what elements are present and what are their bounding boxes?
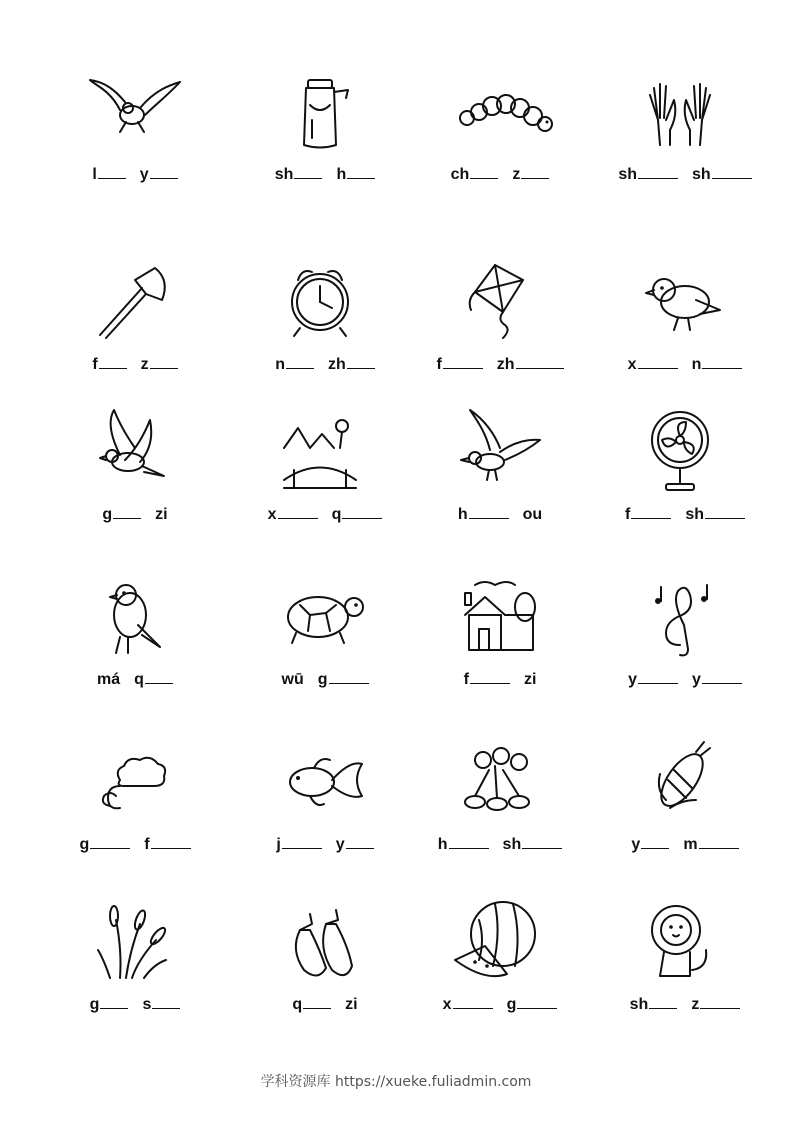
answer-blank[interactable]: [100, 1006, 128, 1009]
pinyin-initial: x: [627, 356, 637, 373]
eggplant-icon: [230, 890, 420, 990]
answer-blank[interactable]: [700, 1006, 740, 1009]
pinyin-initial: zi: [523, 671, 537, 688]
pinyin-initial: y: [631, 836, 641, 853]
hands-icon: [590, 60, 780, 160]
answer-blank[interactable]: [453, 1006, 493, 1009]
answer-blank[interactable]: [712, 176, 752, 179]
pinyin-prompt: [40, 996, 230, 1014]
pinyin-initial: x: [442, 996, 452, 1013]
pinyin-initial: sh: [692, 166, 711, 183]
pinyin-initial: f: [144, 836, 150, 853]
pinyin-prompt: [230, 356, 420, 374]
answer-blank[interactable]: [631, 516, 671, 519]
answer-blank[interactable]: [638, 681, 678, 684]
pinyin-prompt: [590, 356, 780, 374]
answer-blank[interactable]: [522, 846, 562, 849]
exercise-item: [40, 60, 230, 220]
exercise-item: [590, 250, 780, 410]
pinyin-initial: q: [331, 506, 342, 523]
pinyin-initial: g: [506, 996, 517, 1013]
pinyin-initial: f: [463, 671, 469, 688]
pinyin-initial: n: [275, 356, 285, 373]
pinyin-prompt: [405, 166, 595, 184]
exercise-item: [230, 60, 420, 220]
answer-blank[interactable]: [443, 366, 483, 369]
finch-icon: [40, 565, 230, 665]
exercise-item: [230, 400, 420, 560]
pinyin-initial: n: [691, 356, 702, 373]
answer-blank[interactable]: [342, 516, 382, 519]
exercise-item: [230, 565, 420, 725]
exercise-item: [40, 250, 230, 410]
answer-blank[interactable]: [699, 846, 739, 849]
lion-icon: [590, 890, 780, 990]
pinyin-prompt: [405, 836, 595, 854]
answer-blank[interactable]: [150, 366, 178, 369]
exercise-item: [40, 400, 230, 560]
exercise-item: [405, 890, 595, 1050]
answer-blank[interactable]: [641, 846, 669, 849]
answer-blank[interactable]: [469, 516, 509, 519]
answer-blank[interactable]: [150, 176, 178, 179]
answer-blank[interactable]: [294, 176, 322, 179]
answer-blank[interactable]: [329, 681, 369, 684]
pinyin-prompt: [590, 506, 780, 524]
exercise-item: [405, 250, 595, 410]
bridge-icon: [230, 400, 420, 500]
pinyin-initial: ch: [450, 166, 470, 183]
exercise-item: [405, 400, 595, 560]
exercise-item: [40, 565, 230, 725]
pinyin-initial: zi: [155, 506, 168, 523]
answer-blank[interactable]: [516, 366, 564, 369]
exercise-item: [590, 565, 780, 725]
answer-blank[interactable]: [705, 516, 745, 519]
watermelon-icon: [405, 890, 595, 990]
pinyin-initial: ou: [522, 506, 543, 523]
pinyin-initial: z: [512, 166, 521, 183]
answer-blank[interactable]: [113, 516, 141, 519]
pinyin-initial: g: [89, 996, 100, 1013]
exercise-item: [40, 890, 230, 1050]
exercise-item: [40, 730, 230, 890]
answer-blank[interactable]: [517, 1006, 557, 1009]
pinyin-initial: m: [683, 836, 698, 853]
pinyin-prompt: [590, 996, 780, 1014]
music-note-icon: [590, 565, 780, 665]
peanut-icon: [405, 730, 595, 830]
answer-blank[interactable]: [470, 681, 510, 684]
goldfish-icon: [230, 730, 420, 830]
pinyin-initial: q: [292, 996, 303, 1013]
answer-blank[interactable]: [282, 846, 322, 849]
pinyin-initial: má: [97, 671, 121, 688]
pinyin-prompt: [230, 671, 420, 689]
answer-blank[interactable]: [638, 366, 678, 369]
pinyin-initial: sh: [685, 506, 704, 523]
pinyin-initial: y: [692, 671, 701, 688]
exercise-item: [230, 890, 420, 1050]
answer-blank[interactable]: [90, 846, 130, 849]
answer-blank[interactable]: [286, 366, 314, 369]
alarm-clock-icon: [230, 250, 420, 350]
pinyin-initial: h: [437, 836, 448, 853]
pinyin-initial: sh: [629, 996, 649, 1013]
pinyin-initial: y: [139, 166, 149, 183]
pinyin-initial: zh: [328, 356, 346, 373]
pinyin-initial: l: [92, 166, 97, 183]
pinyin-initial: sh: [274, 166, 294, 183]
axe-icon: [40, 250, 230, 350]
pinyin-initial: h: [336, 166, 347, 183]
pinyin-initial: f: [92, 356, 98, 373]
exercise-item: [405, 60, 595, 220]
answer-blank[interactable]: [347, 176, 375, 179]
turtle-icon: [230, 565, 420, 665]
pinyin-prompt: [405, 506, 595, 524]
cloud-wind-icon: [40, 730, 230, 830]
answer-blank[interactable]: [702, 366, 742, 369]
exercise-item: [230, 730, 420, 890]
pinyin-initial: g: [102, 506, 113, 523]
thermos-icon: [230, 60, 420, 160]
answer-blank[interactable]: [702, 681, 742, 684]
pinyin-prompt: [40, 166, 230, 184]
pinyin-prompt: [40, 671, 230, 689]
answer-blank[interactable]: [470, 176, 498, 179]
pinyin-initial: z: [140, 356, 149, 373]
pinyin-initial: sh: [502, 836, 522, 853]
caterpillar-icon: [405, 60, 595, 160]
pinyin-prompt: [405, 356, 595, 374]
pinyin-prompt: [590, 166, 780, 184]
pinyin-initial: z: [691, 996, 700, 1013]
answer-blank[interactable]: [151, 846, 191, 849]
pinyin-initial: g: [317, 671, 328, 688]
fan-icon: [590, 400, 780, 500]
answer-blank[interactable]: [278, 516, 318, 519]
pinyin-prompt: [405, 996, 595, 1014]
answer-blank[interactable]: [99, 366, 127, 369]
rice-icon: [40, 890, 230, 990]
pinyin-prompt: [590, 671, 780, 689]
pinyin-prompt: [230, 996, 420, 1014]
pinyin-prompt: [405, 671, 595, 689]
pinyin-initial: s: [142, 996, 152, 1013]
pinyin-prompt: [40, 836, 230, 854]
seagull-icon: [405, 400, 595, 500]
pinyin-prompt: [230, 166, 420, 184]
exercise-item: [230, 250, 420, 410]
pinyin-initial: q: [134, 671, 144, 688]
answer-blank[interactable]: [303, 1006, 331, 1009]
exercise-item: [590, 890, 780, 1050]
pinyin-initial: h: [457, 506, 468, 523]
pinyin-initial: wū: [281, 671, 304, 688]
pinyin-initial: zh: [496, 356, 515, 373]
answer-blank[interactable]: [145, 681, 173, 684]
answer-blank[interactable]: [449, 846, 489, 849]
answer-blank[interactable]: [649, 1006, 677, 1009]
answer-blank[interactable]: [98, 176, 126, 179]
answer-blank[interactable]: [152, 1006, 180, 1009]
answer-blank[interactable]: [521, 176, 549, 179]
pinyin-initial: y: [628, 671, 637, 688]
pinyin-initial: j: [276, 836, 281, 853]
pinyin-prompt: [230, 506, 420, 524]
pinyin-initial: x: [267, 506, 277, 523]
pinyin-prompt: [590, 836, 780, 854]
exercise-item: [405, 565, 595, 725]
exercise-item: [590, 400, 780, 560]
corn-icon: [590, 730, 780, 830]
pinyin-initial: f: [625, 506, 631, 523]
source-footer: 学科资源库 https://xueke.fuliadmin.com: [260, 1074, 532, 1090]
exercise-item: [405, 730, 595, 890]
pinyin-initial: zi: [345, 996, 358, 1013]
answer-blank[interactable]: [347, 366, 375, 369]
pinyin-prompt: [40, 506, 230, 524]
answer-blank[interactable]: [638, 176, 678, 179]
kite-icon: [405, 250, 595, 350]
exercise-item: [590, 60, 780, 220]
sparrow-icon: [590, 250, 780, 350]
eagle-icon: [40, 60, 230, 160]
pinyin-initial: g: [79, 836, 90, 853]
pinyin-prompt: [230, 836, 420, 854]
pinyin-initial: f: [436, 356, 442, 373]
pinyin-prompt: [40, 356, 230, 374]
exercise-item: [590, 730, 780, 890]
dove-icon: [40, 400, 230, 500]
pinyin-initial: sh: [618, 166, 637, 183]
answer-blank[interactable]: [346, 846, 374, 849]
pinyin-initial: y: [335, 836, 345, 853]
house-icon: [405, 565, 595, 665]
